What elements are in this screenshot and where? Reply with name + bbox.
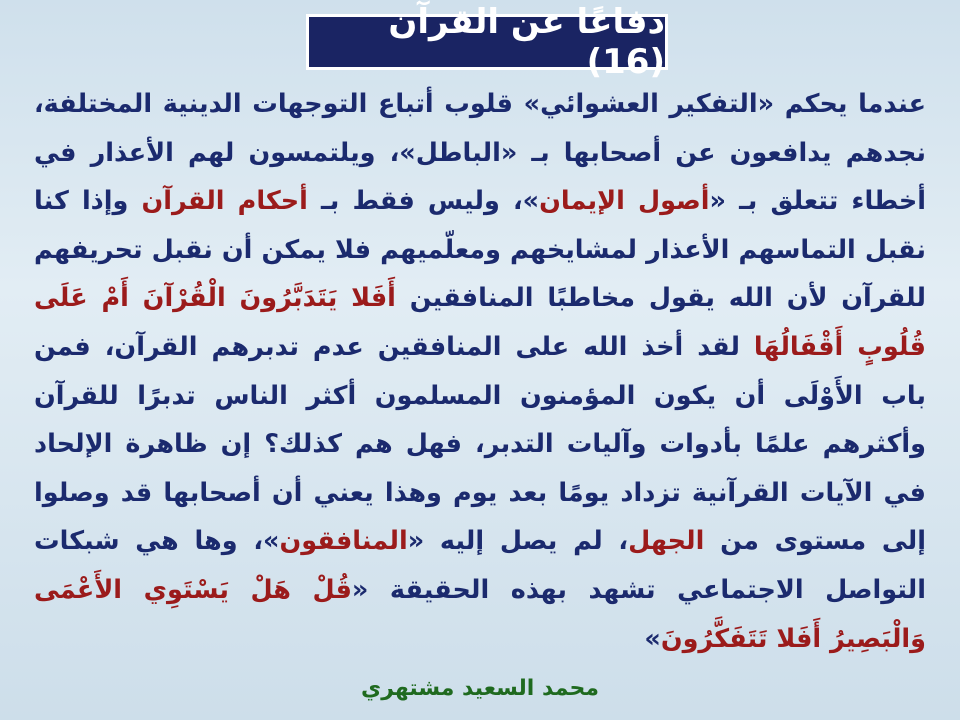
highlighted-text: أصول الإيمان <box>539 186 710 217</box>
body-text-segment: ، لم يصل إليه « <box>407 526 629 557</box>
highlighted-text: المنافقون <box>279 526 408 557</box>
highlighted-text: أَفَلا يَتَدَبَّرُونَ الْقُرْآنَ أَمْ عَلَى قُلُوبٍ أَقْفَالُهَا <box>34 283 926 362</box>
title-text: دفاعًا عن القرآن (16) <box>388 2 665 82</box>
highlighted-text: قُلْ هَلْ يَسْتَوِي الأَعْمَى وَالْبَصِيرُ أَفَلا تَتَفَكَّرُونَ <box>34 574 926 654</box>
body-text-segment: وإذا كنا نقبل التماسهم الأعذار لمشايخهم ومعلّميهم فلا يمكن أن نقبل تحريفهم للقرآن لأن الله يقول مخاطبًا المنافقين <box>34 186 927 314</box>
body-text-segment: لقد أخذ الله على المنافقين عدم تدبرهم القرآن، فمن باب الأَوْلَى أن يكون المؤمنون المسلمون أكثر الناس تدبرًا للقرآن وأكثرهم علمًا بأدوات وآليات التدبر، فهل هم كذلك؟ إن ظاهرة الإلحاد في الآيات القرآنية تزداد يومًا بعد يوم وهذا يعني أن أصحابها قد وصلوا إلى مستوى من <box>34 331 926 557</box>
body-text-segment: »، وها هي شبكات التواصل الاجتماعي تشهد بهذه الحقيقة « <box>34 526 926 605</box>
body-text-segment: عندما يحكم «التفكير العشوائي» قلوب أتباع التوجهات الدينية المختلفة، نجدهم يدافعون عن أصحابها بـ «الباطل»، ويلتمسون لهم الأعذار في أخطاء تتعلق بـ « <box>34 89 926 217</box>
page-title <box>306 2 668 82</box>
author-signature: محمد السعيد مشتهري <box>361 676 599 701</box>
article-body <box>34 80 926 663</box>
highlighted-text: الجهل <box>628 526 705 557</box>
highlighted-text: أحكام القرآن <box>141 186 308 217</box>
body-text-segment: »، وليس فقط بـ <box>307 186 540 217</box>
body-text-segment: » <box>644 623 661 654</box>
